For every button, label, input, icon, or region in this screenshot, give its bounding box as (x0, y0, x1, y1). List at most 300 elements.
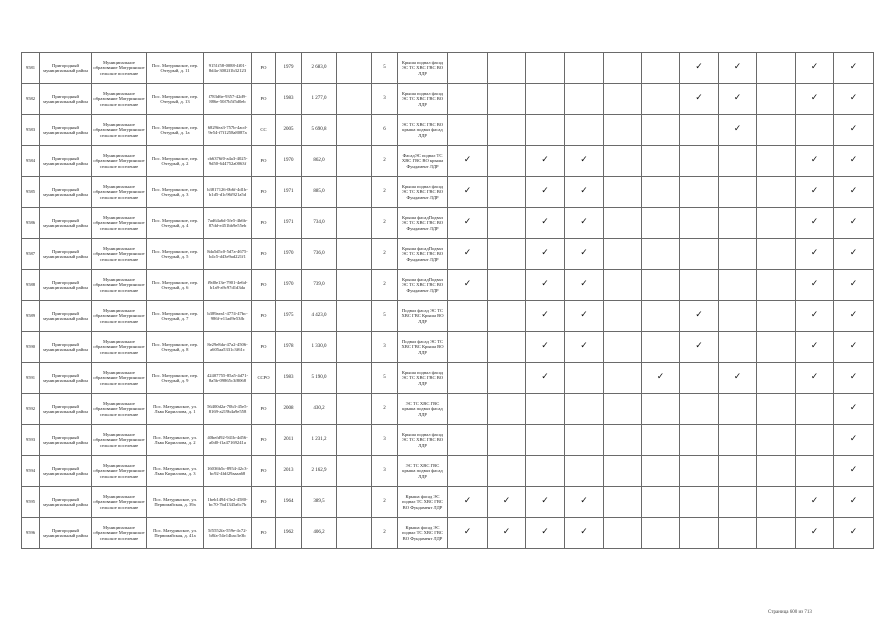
checkmark-icon: ✓ (834, 239, 874, 270)
empty-mark-cell (757, 177, 796, 208)
management-form-cell: РО (252, 518, 276, 549)
build-year-cell: 2005 (276, 115, 302, 146)
municipality-cell: Муниципальное образование Матуринское сельское поселение (92, 208, 147, 239)
empty-mark-cell (604, 239, 642, 270)
address-cell: Пос. Матуринское, ул. Первомайская, д. 41а (147, 518, 204, 549)
checkmark-icon: ✓ (834, 208, 874, 239)
checkmark-icon: ✓ (642, 363, 680, 394)
checkmark-icon: ✓ (565, 332, 604, 363)
checkmark-icon: ✓ (680, 332, 719, 363)
empty-mark-cell (757, 239, 796, 270)
empty-mark-cell (488, 84, 526, 115)
works-list-cell: Крыша фасадПодвал ЭС ТС ХВС ГВС ВО Фундамент ЛДР (398, 208, 448, 239)
empty-mark-cell (488, 425, 526, 456)
area-cell: 5 690,8 (302, 115, 337, 146)
empty-mark-cell (488, 332, 526, 363)
build-year-cell: 1970 (276, 239, 302, 270)
empty-cell (337, 301, 372, 332)
empty-mark-cell (757, 518, 796, 549)
empty-mark-cell (642, 456, 680, 487)
empty-mark-cell (757, 115, 796, 146)
area-cell: 1 330,0 (302, 332, 337, 363)
empty-mark-cell (604, 53, 642, 84)
empty-mark-cell (757, 146, 796, 177)
row-number: 9588 (22, 270, 40, 301)
empty-mark-cell (719, 332, 757, 363)
checkmark-icon: ✓ (680, 53, 719, 84)
municipality-cell: Муниципальное образование Матуринское сельское поселение (92, 456, 147, 487)
works-list-cell: Подвал фасад ЭС ТС ХВС ГВС Крыша ВО ЛДР (398, 301, 448, 332)
municipality-cell: Муниципальное образование Матуринское сельское поселение (92, 84, 147, 115)
empty-mark-cell (757, 84, 796, 115)
empty-mark-cell (719, 394, 757, 425)
row-number: 9586 (22, 208, 40, 239)
works-list-cell: Крыша подвал фасад ЭС ТС ХВС ГВС ВО Фундамент ЛДР (398, 177, 448, 208)
district-cell: Пригородный муниципальный район (40, 270, 92, 301)
area-cell: 1 231,2 (302, 425, 337, 456)
empty-mark-cell (642, 332, 680, 363)
district-cell: Пригородный муниципальный район (40, 84, 92, 115)
area-cell: 2 683,0 (302, 53, 337, 84)
row-number: 9593 (22, 425, 40, 456)
floors-cell: 2 (372, 146, 398, 177)
floors-cell: 5 (372, 363, 398, 394)
house-code-cell: 42407755-85a5-4d71-8a5b-09865c3f8068 (204, 363, 252, 394)
floors-cell: 2 (372, 487, 398, 518)
area-cell: 736,0 (302, 239, 337, 270)
house-code-cell: 40befd92-941b-4d56-a0d0-f1a47169241a (204, 425, 252, 456)
checkmark-icon: ✓ (796, 363, 834, 394)
table-row (22, 53, 874, 84)
checkmark-icon: ✓ (448, 146, 488, 177)
floors-cell: 2 (372, 270, 398, 301)
row-number: 9591 (22, 363, 40, 394)
build-year-cell: 1964 (276, 487, 302, 518)
empty-mark-cell (448, 332, 488, 363)
empty-mark-cell (488, 301, 526, 332)
floors-cell: 2 (372, 394, 398, 425)
empty-mark-cell (488, 456, 526, 487)
area-cell: 5 190,0 (302, 363, 337, 394)
district-cell: Пригородный муниципальный район (40, 208, 92, 239)
row-number: 9596 (22, 518, 40, 549)
municipality-cell: Муниципальное образование Матуринское сельское поселение (92, 394, 147, 425)
floors-cell: 2 (372, 208, 398, 239)
address-cell: Пос. Матуринское, пер. Очтурый, д. 4 (147, 208, 204, 239)
house-code-cell: 56400d2a-70b3-45e5-8169-a219b4a9e558 (204, 394, 252, 425)
address-cell: Пос. Матуринское, пер. Очтурый, д. 5 (147, 239, 204, 270)
address-cell: Пос. Матуринское, пер. Очтурый, д. 9 (147, 363, 204, 394)
checkmark-icon: ✓ (448, 239, 488, 270)
row-number: 9583 (22, 115, 40, 146)
empty-cell (337, 239, 372, 270)
area-cell: 2 162,9 (302, 456, 337, 487)
empty-mark-cell (680, 146, 719, 177)
house-code-cell: b3817126-0b6f-4d1b-b1d5-d1c96f921a5d (204, 177, 252, 208)
empty-cell (337, 177, 372, 208)
empty-mark-cell (604, 332, 642, 363)
empty-mark-cell (526, 394, 565, 425)
empty-cell (337, 394, 372, 425)
empty-mark-cell (604, 146, 642, 177)
empty-mark-cell (448, 425, 488, 456)
empty-mark-cell (757, 363, 796, 394)
empty-mark-cell (796, 425, 834, 456)
empty-mark-cell (680, 177, 719, 208)
checkmark-icon: ✓ (448, 518, 488, 549)
row-number: 9587 (22, 239, 40, 270)
empty-mark-cell (719, 456, 757, 487)
checkmark-icon: ✓ (796, 239, 834, 270)
house-code-cell: 7ad64a6d-5fe5-4b6b-87dd-e451bb9e55eb (204, 208, 252, 239)
district-cell: Пригородный муниципальный район (40, 146, 92, 177)
management-form-cell: РО (252, 208, 276, 239)
empty-mark-cell (719, 208, 757, 239)
build-year-cell: 1970 (276, 270, 302, 301)
empty-mark-cell (604, 456, 642, 487)
district-cell: Пригородный муниципальный район (40, 239, 92, 270)
address-cell: Пос. Матуринское, пер. Очтурый, д. 1а (147, 115, 204, 146)
checkmark-icon: ✓ (526, 332, 565, 363)
empty-mark-cell (642, 425, 680, 456)
empty-cell (337, 518, 372, 549)
empty-mark-cell (488, 239, 526, 270)
works-list-cell: ЭС ТС ХВС ГВС крыша подвал фасад ЛДР (398, 456, 448, 487)
checkmark-icon: ✓ (526, 301, 565, 332)
empty-mark-cell (680, 456, 719, 487)
checkmark-icon: ✓ (834, 456, 874, 487)
empty-mark-cell (719, 270, 757, 301)
empty-mark-cell (488, 177, 526, 208)
empty-mark-cell (448, 363, 488, 394)
management-form-cell: РО (252, 456, 276, 487)
build-year-cell: 2013 (276, 456, 302, 487)
checkmark-icon: ✓ (796, 53, 834, 84)
house-code-cell: 8e29e8da-47a2-4506-a605aa5331c3f61c (204, 332, 252, 363)
checkmark-icon: ✓ (834, 487, 874, 518)
table-row (22, 363, 874, 394)
empty-mark-cell (642, 270, 680, 301)
empty-mark-cell (488, 115, 526, 146)
area-cell: 862,0 (302, 146, 337, 177)
checkmark-icon: ✓ (796, 177, 834, 208)
house-code-cell: f9d0e13e-7901-4e6d-b1a9-a9c97d1d3da (204, 270, 252, 301)
checkmark-icon: ✓ (719, 363, 757, 394)
works-list-cell: Крыша фасад ЭС подвал ТС ХВС ГВС ВО Фундамент ЛДР (398, 487, 448, 518)
empty-mark-cell (642, 208, 680, 239)
empty-mark-cell (448, 115, 488, 146)
checkmark-icon: ✓ (834, 363, 874, 394)
municipality-cell: Муниципальное образование Матуринское сельское поселение (92, 115, 147, 146)
checkmark-icon: ✓ (448, 487, 488, 518)
checkmark-icon: ✓ (719, 53, 757, 84)
management-form-cell: РО (252, 177, 276, 208)
checkmark-icon: ✓ (834, 84, 874, 115)
district-cell: Пригородный муниципальный район (40, 53, 92, 84)
empty-mark-cell (642, 146, 680, 177)
build-year-cell: 1975 (276, 301, 302, 332)
empty-mark-cell (526, 425, 565, 456)
empty-mark-cell (604, 177, 642, 208)
district-cell: Пригородный муниципальный район (40, 456, 92, 487)
empty-mark-cell (719, 301, 757, 332)
table-row (22, 115, 874, 146)
empty-mark-cell (642, 301, 680, 332)
empty-mark-cell (604, 208, 642, 239)
floors-cell: 2 (372, 518, 398, 549)
floors-cell: 6 (372, 115, 398, 146)
municipality-cell: Муниципальное образование Матуринское сельское поселение (92, 177, 147, 208)
checkmark-icon: ✓ (448, 177, 488, 208)
empty-mark-cell (719, 239, 757, 270)
table-row (22, 518, 874, 549)
floors-cell: 2 (372, 239, 398, 270)
table-row (22, 487, 874, 518)
empty-mark-cell (448, 53, 488, 84)
row-number: 9589 (22, 301, 40, 332)
checkmark-icon: ✓ (488, 487, 526, 518)
house-code-cell: 5f5552fa-559e-4c72-b8fa-54e14bac3e3b (204, 518, 252, 549)
empty-mark-cell (565, 84, 604, 115)
empty-mark-cell (680, 518, 719, 549)
checkmark-icon: ✓ (565, 146, 604, 177)
checkmark-icon: ✓ (796, 518, 834, 549)
management-form-cell: РО (252, 301, 276, 332)
empty-mark-cell (565, 394, 604, 425)
checkmark-icon: ✓ (526, 177, 565, 208)
build-year-cell: 1971 (276, 177, 302, 208)
checkmark-icon: ✓ (565, 177, 604, 208)
district-cell: Пригородный муниципальный район (40, 332, 92, 363)
district-cell: Пригородный муниципальный район (40, 518, 92, 549)
empty-mark-cell (488, 363, 526, 394)
row-number: 9594 (22, 456, 40, 487)
empty-cell (337, 270, 372, 301)
management-form-cell: ССРО (252, 363, 276, 394)
empty-mark-cell (604, 425, 642, 456)
management-form-cell: РО (252, 53, 276, 84)
district-cell: Пригородный муниципальный район (40, 177, 92, 208)
municipality-cell: Муниципальное образование Матуринское сельское поселение (92, 363, 147, 394)
management-form-cell: РО (252, 425, 276, 456)
house-code-cell: 8da5d5c0-5d7a-4675-b4c5-d43e9ad221f1 (204, 239, 252, 270)
house-code-cell: cb6376f0-a4a3-4025-9d50-644752a0063f (204, 146, 252, 177)
district-cell: Пригородный муниципальный район (40, 301, 92, 332)
empty-cell (337, 208, 372, 239)
row-number: 9595 (22, 487, 40, 518)
address-cell: Пос. Матуринское, пер. Очтурый, д. 11 (147, 53, 204, 84)
empty-mark-cell (757, 425, 796, 456)
checkmark-icon: ✓ (834, 146, 874, 177)
row-number: 9592 (22, 394, 40, 425)
works-list-cell: Крыша подвал фасад ЭС ТС ХВС ГВС ВО ЛДР (398, 425, 448, 456)
management-form-cell: РО (252, 394, 276, 425)
empty-mark-cell (448, 84, 488, 115)
checkmark-icon: ✓ (834, 425, 874, 456)
empty-cell (337, 425, 372, 456)
area-cell: 430,2 (302, 394, 337, 425)
floors-cell: 3 (372, 456, 398, 487)
empty-mark-cell (719, 487, 757, 518)
area-cell: 4 423,0 (302, 301, 337, 332)
checkmark-icon: ✓ (796, 487, 834, 518)
district-cell: Пригородный муниципальный район (40, 425, 92, 456)
empty-mark-cell (604, 363, 642, 394)
empty-mark-cell (719, 177, 757, 208)
build-year-cell: 1978 (276, 332, 302, 363)
table-row (22, 146, 874, 177)
checkmark-icon: ✓ (796, 332, 834, 363)
checkmark-icon: ✓ (834, 394, 874, 425)
empty-mark-cell (488, 208, 526, 239)
district-cell: Пригородный муниципальный район (40, 115, 92, 146)
empty-mark-cell (604, 394, 642, 425)
checkmark-icon: ✓ (834, 301, 874, 332)
empty-mark-cell (448, 456, 488, 487)
checkmark-icon: ✓ (834, 518, 874, 549)
empty-mark-cell (796, 456, 834, 487)
empty-mark-cell (680, 208, 719, 239)
empty-mark-cell (604, 518, 642, 549)
works-list-cell: Подвал фасад ЭС ТС ХВС ГВС Крыша ВО ЛДР (398, 332, 448, 363)
empty-cell (337, 332, 372, 363)
row-number: 9581 (22, 53, 40, 84)
table-row (22, 332, 874, 363)
empty-mark-cell (604, 487, 642, 518)
checkmark-icon: ✓ (488, 518, 526, 549)
empty-mark-cell (604, 270, 642, 301)
district-cell: Пригородный муниципальный район (40, 394, 92, 425)
address-cell: Пос. Матуринское, пер. Очтурый, д. 7 (147, 301, 204, 332)
municipality-cell: Муниципальное образование Матуринское сельское поселение (92, 487, 147, 518)
empty-mark-cell (448, 301, 488, 332)
empty-mark-cell (526, 456, 565, 487)
empty-mark-cell (488, 146, 526, 177)
works-list-cell: Крыша фасад ЭС подвал ТС ХВС ГВС ВО Фундамент ЛДР (398, 518, 448, 549)
area-cell: 885,0 (302, 177, 337, 208)
floors-cell: 3 (372, 332, 398, 363)
build-year-cell: 1970 (276, 146, 302, 177)
area-cell: 406,2 (302, 518, 337, 549)
empty-mark-cell (680, 487, 719, 518)
empty-mark-cell (642, 239, 680, 270)
table-row (22, 270, 874, 301)
checkmark-icon: ✓ (719, 115, 757, 146)
checkmark-icon: ✓ (834, 270, 874, 301)
municipality-cell: Муниципальное образование Матуринское сельское поселение (92, 146, 147, 177)
checkmark-icon: ✓ (834, 332, 874, 363)
checkmark-icon: ✓ (796, 146, 834, 177)
address-cell: Пос. Матуринское, пер. Очтурый, д. 8 (147, 332, 204, 363)
empty-mark-cell (796, 394, 834, 425)
works-list-cell: Крыша фасадПодвал ЭС ТС ХВС ГВС ВО Фундамент ЛДР (398, 239, 448, 270)
municipality-cell: Муниципальное образование Матуринское сельское поселение (92, 239, 147, 270)
empty-mark-cell (565, 456, 604, 487)
empty-mark-cell (565, 425, 604, 456)
checkmark-icon: ✓ (565, 239, 604, 270)
house-code-cell: b389aea1-4774-47bc-986f-e11ad9e53fb (204, 301, 252, 332)
empty-mark-cell (719, 425, 757, 456)
table-row (22, 177, 874, 208)
empty-mark-cell (757, 53, 796, 84)
empty-mark-cell (642, 84, 680, 115)
build-year-cell: 1962 (276, 518, 302, 549)
house-code-cell: 6829fea3-757b-4acd-9e54-f7f1258a8087a (204, 115, 252, 146)
empty-mark-cell (680, 363, 719, 394)
checkmark-icon: ✓ (680, 84, 719, 115)
empty-mark-cell (604, 301, 642, 332)
empty-mark-cell (757, 394, 796, 425)
checkmark-icon: ✓ (834, 53, 874, 84)
district-cell: Пригородный муниципальный район (40, 487, 92, 518)
checkmark-icon: ✓ (526, 239, 565, 270)
municipality-cell: Муниципальное образование Матуринское сельское поселение (92, 53, 147, 84)
build-year-cell: 1983 (276, 84, 302, 115)
checkmark-icon: ✓ (680, 301, 719, 332)
page-footer: Страница 600 из 713 (768, 610, 812, 615)
empty-mark-cell (680, 115, 719, 146)
empty-mark-cell (642, 487, 680, 518)
address-cell: Пос. Матуринское, пер. Очтурый, д. 6 (147, 270, 204, 301)
address-cell: Пос. Матуринское, ул. Первомайская, д. 39а (147, 487, 204, 518)
address-cell: Пос. Матуринское, пер. Очтурый, д. 13 (147, 84, 204, 115)
empty-mark-cell (680, 394, 719, 425)
district-cell: Пригородный муниципальный район (40, 363, 92, 394)
municipality-cell: Муниципальное образование Матуринское сельское поселение (92, 425, 147, 456)
empty-mark-cell (642, 177, 680, 208)
municipality-cell: Муниципальное образование Матуринское сельское поселение (92, 270, 147, 301)
empty-mark-cell (680, 239, 719, 270)
empty-mark-cell (565, 115, 604, 146)
empty-mark-cell (448, 394, 488, 425)
management-form-cell: РО (252, 239, 276, 270)
works-list-cell: ЭС ТС ХВС ГВС крыша подвал фасад ЛДР (398, 394, 448, 425)
empty-mark-cell (642, 394, 680, 425)
table-row (22, 301, 874, 332)
area-cell: 389,5 (302, 487, 337, 518)
checkmark-icon: ✓ (526, 363, 565, 394)
empty-mark-cell (488, 53, 526, 84)
area-cell: 734,0 (302, 208, 337, 239)
area-cell: 1 277,0 (302, 84, 337, 115)
checkmark-icon: ✓ (834, 177, 874, 208)
table-row (22, 425, 874, 456)
build-year-cell: 1971 (276, 208, 302, 239)
checkmark-icon: ✓ (565, 487, 604, 518)
floors-cell: 5 (372, 301, 398, 332)
empty-mark-cell (757, 301, 796, 332)
checkmark-icon: ✓ (526, 270, 565, 301)
build-year-cell: 2008 (276, 394, 302, 425)
works-list-cell: ЭС ТС ХВС ГВС ВО крыша подвал фасад ЛДР (398, 115, 448, 146)
row-number: 9582 (22, 84, 40, 115)
checkmark-icon: ✓ (834, 115, 874, 146)
empty-mark-cell (757, 456, 796, 487)
build-year-cell: 2011 (276, 425, 302, 456)
checkmark-icon: ✓ (526, 518, 565, 549)
works-list-cell: Крыша подвал фасад ЭС ТС ХВС ГВС ВО ЛДР (398, 363, 448, 394)
address-cell: Пос. Матуринское, ул. Льва Кириллова, д. 1 (147, 394, 204, 425)
management-form-cell: РО (252, 332, 276, 363)
housing-register-table (21, 52, 874, 549)
empty-mark-cell (604, 84, 642, 115)
area-cell: 739,0 (302, 270, 337, 301)
municipality-cell: Муниципальное образование Матуринское сельское поселение (92, 332, 147, 363)
checkmark-icon: ✓ (565, 270, 604, 301)
empty-mark-cell (565, 363, 604, 394)
empty-cell (337, 487, 372, 518)
row-number: 9585 (22, 177, 40, 208)
